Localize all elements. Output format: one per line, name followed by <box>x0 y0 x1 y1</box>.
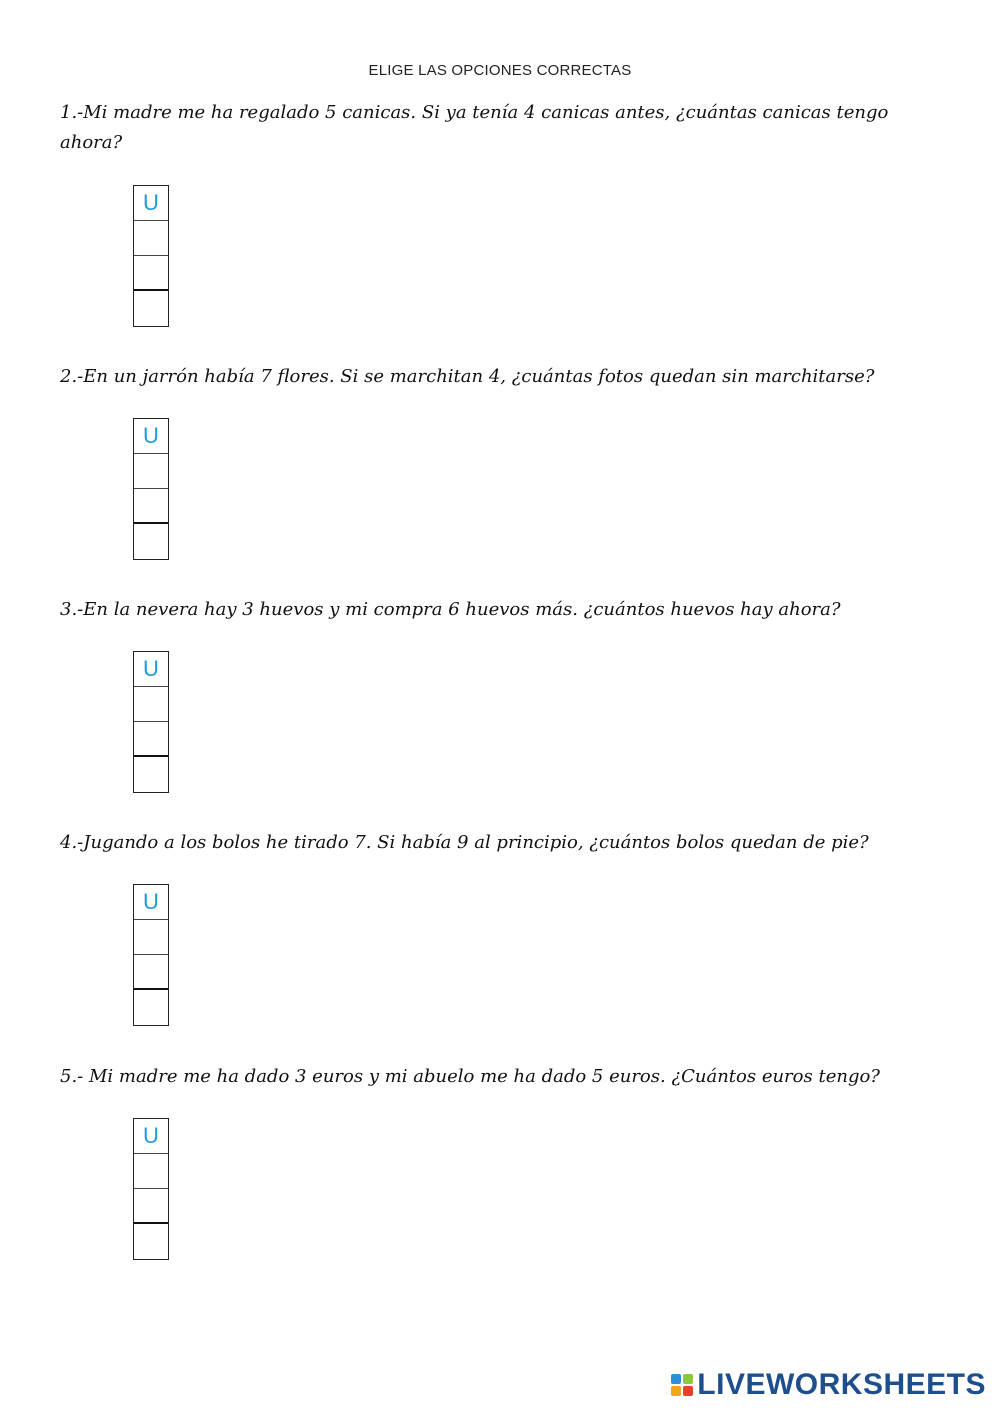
answer-input-cell[interactable] <box>134 722 168 757</box>
worksheet-title: ELIGE LAS OPCIONES CORRECTAS <box>368 62 632 79</box>
logo-square-icon <box>683 1386 693 1396</box>
question-2 <box>60 362 940 448</box>
unit-header-cell <box>134 885 168 920</box>
unit-header-cell <box>134 186 168 221</box>
unit-label: U <box>143 1123 159 1148</box>
unit-label: U <box>143 423 159 448</box>
answer-input-cell[interactable] <box>134 1189 168 1224</box>
answer-input-cell[interactable] <box>134 489 168 524</box>
result-input-cell[interactable] <box>134 1224 168 1259</box>
answer-box-1 <box>133 185 169 327</box>
question-1 <box>60 98 940 215</box>
unit-label: U <box>143 889 159 914</box>
answer-input-cell[interactable] <box>134 920 168 955</box>
answer-input-cell[interactable] <box>134 454 168 489</box>
result-input-cell[interactable] <box>134 524 168 559</box>
answer-box-4 <box>133 884 169 1026</box>
question-4 <box>60 828 940 914</box>
unit-header-cell <box>134 1119 168 1154</box>
brand-name: LIVEWORKSHEETS <box>697 1368 986 1401</box>
result-input-cell[interactable] <box>134 990 168 1025</box>
answer-input-cell[interactable] <box>134 221 168 256</box>
question-2-text: 2.-En un jarrón había 7 flores. Si se marchitan 4, ¿cuántas fotos quedan sin marchitarse? <box>60 366 875 387</box>
unit-header-cell <box>134 419 168 454</box>
result-input-cell[interactable] <box>134 291 168 326</box>
liveworksheets-logo <box>671 1368 986 1402</box>
question-4-text: 4.-Jugando a los bolos he tirado 7. Si había 9 al principio, ¿cuántos bolos quedan de pie? <box>60 832 869 853</box>
answer-input-cell[interactable] <box>134 955 168 990</box>
logo-square-icon <box>671 1374 681 1384</box>
logo-square-icon <box>671 1386 681 1396</box>
question-3-text: 3.-En la nevera hay 3 huevos y mi compra 6 huevos más. ¿cuántos huevos hay ahora? <box>60 599 841 620</box>
result-input-cell[interactable] <box>134 757 168 792</box>
answer-input-cell[interactable] <box>134 1154 168 1189</box>
answer-input-cell[interactable] <box>134 256 168 291</box>
answer-input-cell[interactable] <box>134 687 168 722</box>
answer-box-2 <box>133 418 169 560</box>
question-5-text: 5.- Mi madre me ha dado 3 euros y mi abuelo me ha dado 5 euros. ¿Cuántos euros tengo? <box>60 1066 880 1087</box>
answer-box-5 <box>133 1118 169 1260</box>
question-1-text: 1.-Mi madre me ha regalado 5 canicas. Si ya tenía 4 canicas antes, ¿cuántas canicas tengo ahora? <box>60 102 889 153</box>
unit-label: U <box>143 656 159 681</box>
unit-label: U <box>143 190 159 215</box>
question-5 <box>60 1062 940 1148</box>
unit-header-cell <box>134 652 168 687</box>
answer-box-3 <box>133 651 169 793</box>
logo-square-icon <box>683 1374 693 1384</box>
question-3 <box>60 595 940 681</box>
liveworksheets-logo-icon <box>671 1374 693 1396</box>
